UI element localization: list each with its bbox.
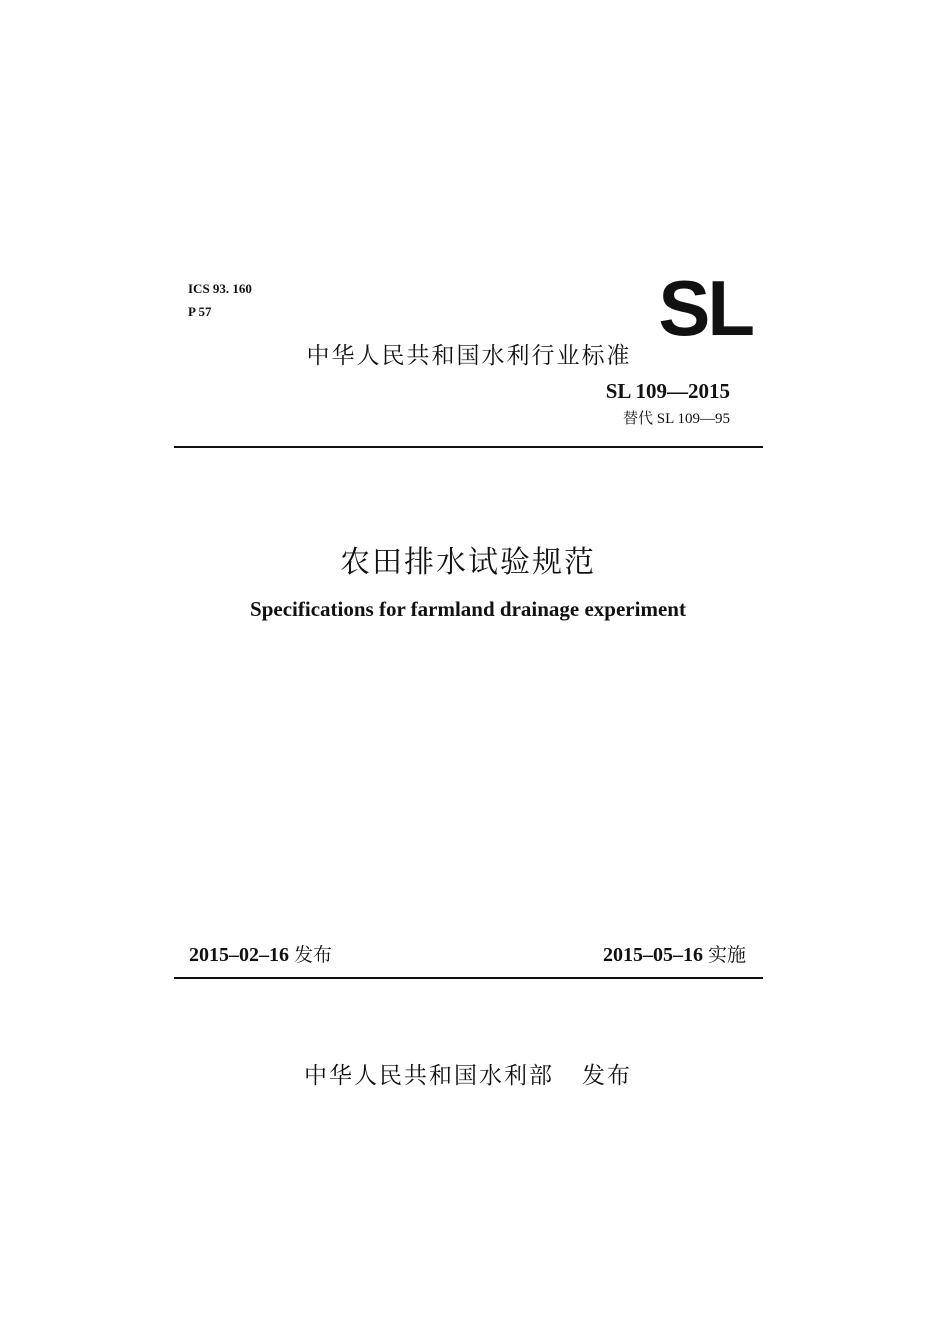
sl-logo: SL [658,264,752,352]
issue-date: 2015–02–16 [189,944,289,966]
p-code: P 57 [188,304,212,319]
standard-type: 中华人民共和国水利行业标准 [306,343,632,369]
bottom-divider [174,977,763,979]
issue-label: 发布 [294,944,333,966]
title-chinese: 农田排水试验规范 [340,545,596,580]
standard-number: SL 109—2015 [605,379,730,403]
publisher-name: 中华人民共和国水利部 [304,1063,555,1089]
title-english: Specifications for farmland drainage experiment [250,597,686,621]
top-divider [174,446,763,448]
implement-date: 2015–05–16 [602,944,703,966]
ics-code: ICS 93. 160 [188,281,252,296]
implement-label: 实施 [707,944,746,966]
replaces-standard: 替代 SL 109—95 [623,411,730,427]
classification-codes [188,277,252,323]
publisher-line [0,1057,936,1090]
publisher-action: 发布 [581,1063,632,1089]
issue-date-line [189,940,332,967]
implement-date-line [603,940,746,967]
